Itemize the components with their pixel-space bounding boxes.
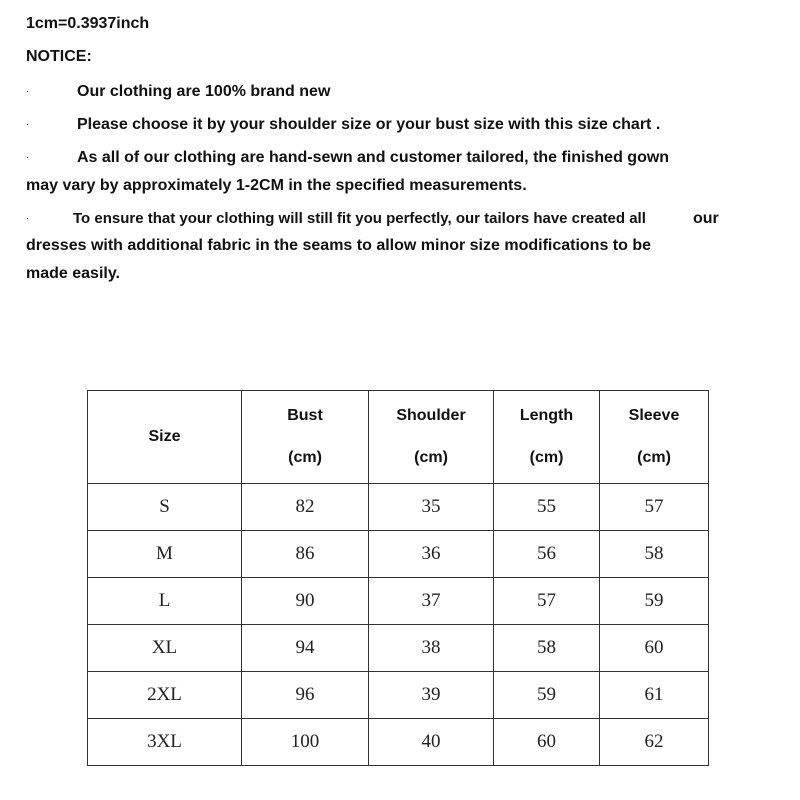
conversion-note: 1cm=0.3937inch <box>26 15 150 32</box>
cell-sleeve: 57 <box>600 484 709 531</box>
cell-shoulder: 38 <box>369 625 494 672</box>
notice-text-continued: dresses with additional fabric in the seams to allow minor size modifications to be <box>26 237 652 254</box>
cell-sleeve: 59 <box>600 578 709 625</box>
notice-text-continued: may vary by approximately 1-2CM in the specified measurements. <box>26 177 527 194</box>
cell-shoulder: 37 <box>369 578 494 625</box>
cell-length: 57 <box>494 578 600 625</box>
cell-sleeve: 62 <box>600 719 709 766</box>
cell-sleeve: 60 <box>600 625 709 672</box>
notice-title: NOTICE: <box>26 48 92 65</box>
cell-size: XL <box>88 625 242 672</box>
cell-shoulder: 36 <box>369 531 494 578</box>
cell-size: L <box>88 578 242 625</box>
column-header-bust: Bust (cm) <box>242 391 369 484</box>
notice-text: Please choose it by your shoulder size or your bust size with this size chart . <box>77 116 661 133</box>
cell-length: 56 <box>494 531 600 578</box>
cell-shoulder: 39 <box>369 672 494 719</box>
cell-sleeve: 61 <box>600 672 709 719</box>
table-row <box>88 484 709 531</box>
notice-text-continued: made easily. <box>26 265 120 282</box>
column-header-shoulder: Shoulder (cm) <box>369 391 494 484</box>
cell-length: 60 <box>494 719 600 766</box>
size-chart-table <box>87 390 709 766</box>
column-header-length: Length (cm) <box>494 391 600 484</box>
column-header-size: Size <box>88 391 242 484</box>
cell-size: 3XL <box>88 719 242 766</box>
bullet-mark: · <box>26 86 30 97</box>
column-header-sleeve: Sleeve (cm) <box>600 391 709 484</box>
bullet-mark: · <box>26 119 30 130</box>
table-row <box>88 531 709 578</box>
cell-bust: 96 <box>242 672 369 719</box>
cell-shoulder: 35 <box>369 484 494 531</box>
notice-text: To ensure that your clothing will still fit you perfectly, our tailors have created all <box>73 210 646 227</box>
table-row <box>88 578 709 625</box>
cell-bust: 100 <box>242 719 369 766</box>
cell-bust: 90 <box>242 578 369 625</box>
table-row <box>88 719 709 766</box>
notice-text: Our clothing are 100% brand new <box>77 83 331 100</box>
cell-length: 55 <box>494 484 600 531</box>
cell-bust: 94 <box>242 625 369 672</box>
cell-size: S <box>88 484 242 531</box>
table-header-row <box>88 391 709 484</box>
notice-text: As all of our clothing are hand-sewn and customer tailored, the finished gown <box>77 149 670 166</box>
cell-length: 59 <box>494 672 600 719</box>
cell-bust: 82 <box>242 484 369 531</box>
notice-text-tail: our <box>693 210 719 227</box>
bullet-mark: · <box>26 213 30 224</box>
table-row <box>88 672 709 719</box>
table-row <box>88 625 709 672</box>
cell-shoulder: 40 <box>369 719 494 766</box>
cell-length: 58 <box>494 625 600 672</box>
bullet-mark: · <box>26 152 30 163</box>
cell-bust: 86 <box>242 531 369 578</box>
cell-size: M <box>88 531 242 578</box>
cell-size: 2XL <box>88 672 242 719</box>
cell-sleeve: 58 <box>600 531 709 578</box>
